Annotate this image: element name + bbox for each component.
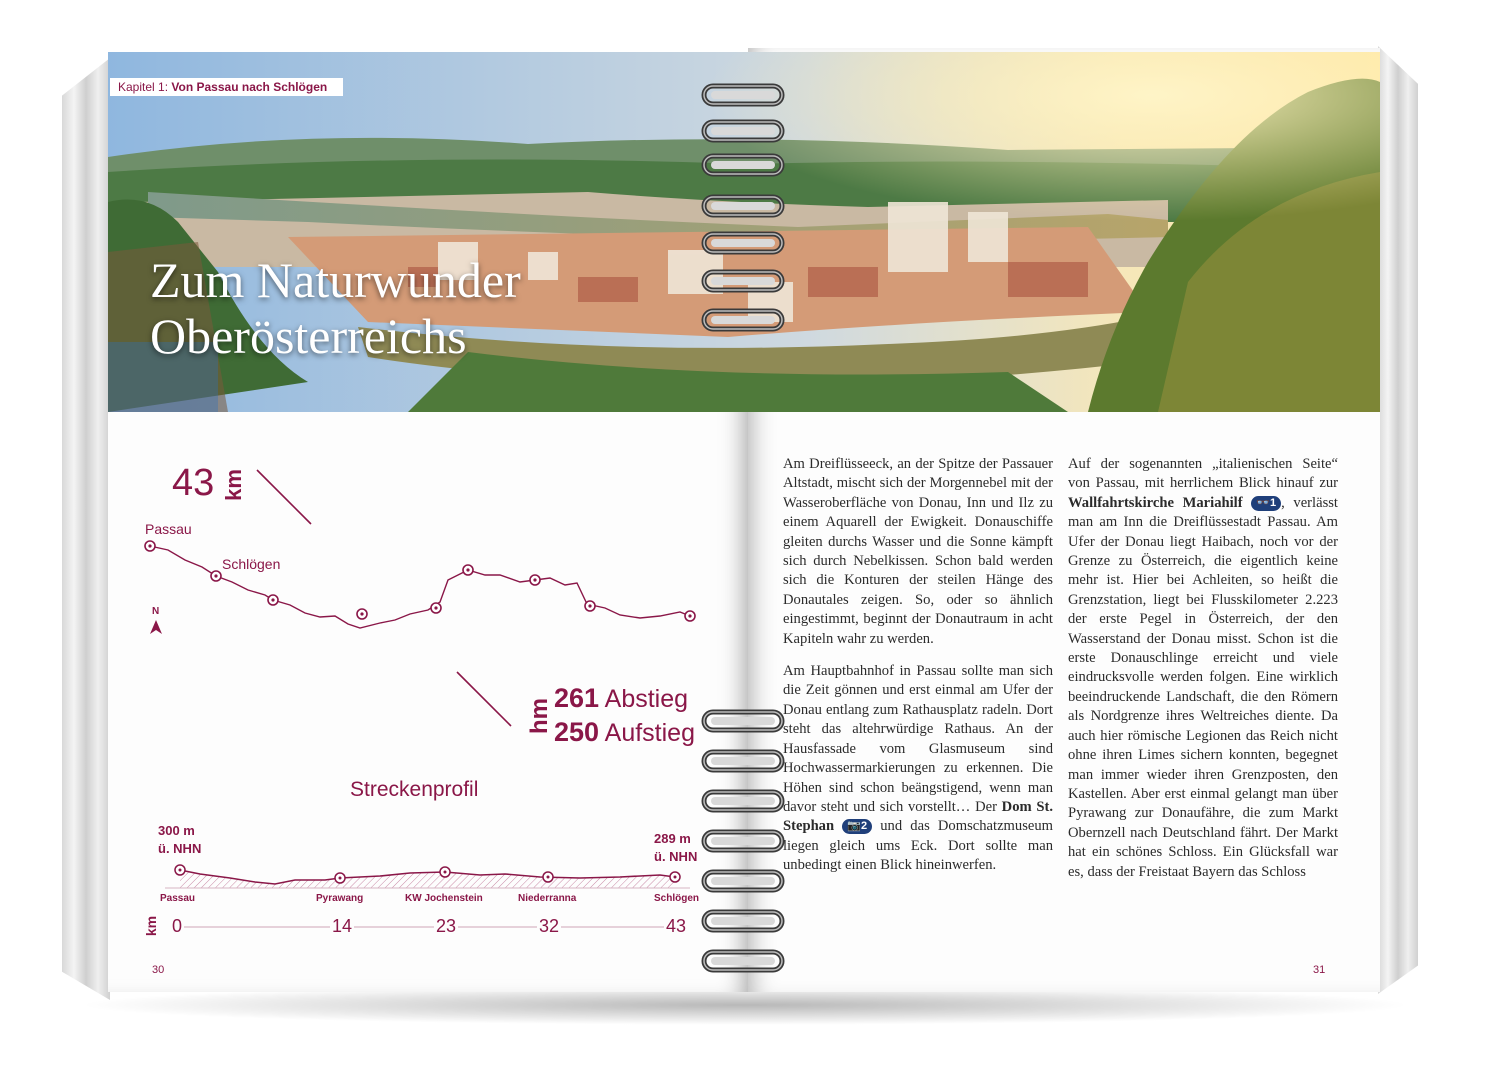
km-tick-0: 0 [172,916,183,936]
distance-diagonal-line [255,468,315,528]
binding-ring [701,118,787,146]
north-arrow-icon [149,619,163,635]
binding-ring [701,828,787,856]
paragraph-3-start: Auf der sogenannten „italienischen Seite“ von Passau, mit herrlichem Blick hinauf zur [1068,456,1338,492]
paragraph-2-start: Am Hauptbahnhof in Passau sollte man sich die Zeit gönnen und erst einmal am Ufer der Donau entlang zum Rathausplatz radeln. Dort steht das altehrwürdige Rathaus. An der Hausfassade vom Glasmuseum sind Hochwassermarkierungen zu erkennen. Die Höhen sind schon beängstigend, wenn man davor steht und sich vorstellt… Der [783,663,1053,815]
descent-value: 261 [554,683,600,713]
km-tick-14: 14 [332,916,353,936]
station-label-schloegen: Schlögen [654,893,700,904]
route-map [140,530,710,640]
binding-ring [701,948,787,976]
binding-ring [701,268,787,296]
map-label-start: Passau [145,521,192,537]
profile-title: Streckenprofil [350,778,479,801]
dom-st-stephan-link: Dom St. Stephan [783,798,1053,835]
profile-end-height: 289 m [654,831,691,846]
station-label-pyrawang: Pyrawang [316,893,364,904]
photo-ref-badge: 📷2 [842,819,872,834]
profile-end-ref: ü. NHN [654,849,698,864]
station-label-jochenstein: KW Jochenstein [405,893,483,904]
paragraph-2 [783,662,1053,875]
chapter-name: Von Passau nach Schlögen [171,80,328,94]
paragraph-3 [1068,455,1338,882]
station-label-niederranna: Niederranna [518,893,577,904]
ascent-stat [554,717,695,748]
ascent-label: Aufstieg [604,719,695,747]
profile-start-ref: ü. NHN [158,841,202,856]
chapter-headline [150,252,750,364]
chapter-prefix: Kapitel 1: [118,80,169,94]
descent-label: Abstieg [604,685,689,713]
distance-value: 43 [172,462,215,504]
map-label-end: Schlögen [222,556,281,572]
right-page-block-edge [1378,46,1418,994]
descent-stat [554,683,688,714]
km-tick-23: 23 [436,916,457,936]
km-axis [180,920,680,934]
profile-axis-unit: km [143,915,159,937]
elevation-diagonal-line [455,670,515,730]
chapter-label [110,78,343,96]
headline-line-1: Zum Naturwunder [150,252,521,308]
binding-ring [701,868,787,896]
elevation-profile-chart [160,858,700,898]
wallfahrtskirche-link: Wallfahrtskirche Mariahilf [1068,494,1243,511]
ascent-value: 250 [554,717,600,747]
km-tick-32: 32 [539,916,560,936]
distance-unit: km [221,469,246,501]
page-number-right: 31 [1313,964,1326,976]
text-column-2 [1068,455,1338,895]
binding-ring [701,708,787,736]
binding-ring [701,307,787,335]
binding-ring [701,193,787,221]
page-number-left: 30 [152,964,165,976]
binding-ring [701,152,787,180]
station-label-passau: Passau [160,893,196,904]
paragraph-1: Am Dreiflüsseeck, an der Spitze der Passauer Altstadt, mischt sich der Morgennebel mit der Wasseroberfläche von Donau, Inn und Ilz zu einem Aquarell der Ewigkeit. Donauschiffe gleiten durchs Wasser und die Sonne kämpft sich durch Nebelkissen. Schon bald werden sich die Konturen der steilen Hänge des Donautales zeigen. So, oder so ähnlich eingestimmt, beginnt der Donautraum in acht Kapiteln wahr zu werden. [783,456,1053,647]
binding-ring [701,82,787,110]
elevation-unit: hm [526,698,553,734]
headline-line-2: Oberösterreichs [150,308,467,364]
binding-ring [701,230,787,258]
left-page-block-edge [62,58,110,1000]
binding-ring [701,908,787,936]
paragraph-2-end: und das Domschatzmuseum liegen gleich ums Eck. Dort sollte man unbedingt einen Blick hineinwerfen. [783,818,1053,874]
sight-ref-badge: 👓1 [1251,496,1281,511]
binding-ring [701,788,787,816]
north-label: N [152,606,160,617]
paragraph-3-end: , verlässt man am Inn die Dreiflüssestadt Passau. Am Ufer der Donau liegt Haibach, noch vor der Grenze zu Österreich, die eigentlich keine mehr ist. Hier bei Achleiten, so heißt die Grenzstation, liegt bei Flusskilometer 2.223 der erste Pegel in Österreich, der den Wasserstand der Donau misst. Schon ist die erste Donauschlinge erreicht und viele eindrucksvolle werden folgen. Eine wirklich beeindruckende Landschaft, die den Römern als Nordgrenze ihres Weltreiches diente. Da auch hier römische Legionen das Reich nicht ohne ihren Limes sichern konnten, begegnet man immer wieder ihren Grenzposten, den Kastellen. Aber erst einmal gelangt man über Pyrawang zur Donaufähre, die zum Markt Obernzell nach Deutschland fährt. Der Markt hat ein schönes Schloss. Ein Glücksfall war es, dass der Freistaat Bayern das Schloss [1068,494,1338,880]
km-tick-43: 43 [666,916,687,936]
text-column-1 [783,455,1053,889]
binding-ring [701,748,787,776]
profile-start-height: 300 m [158,823,195,838]
